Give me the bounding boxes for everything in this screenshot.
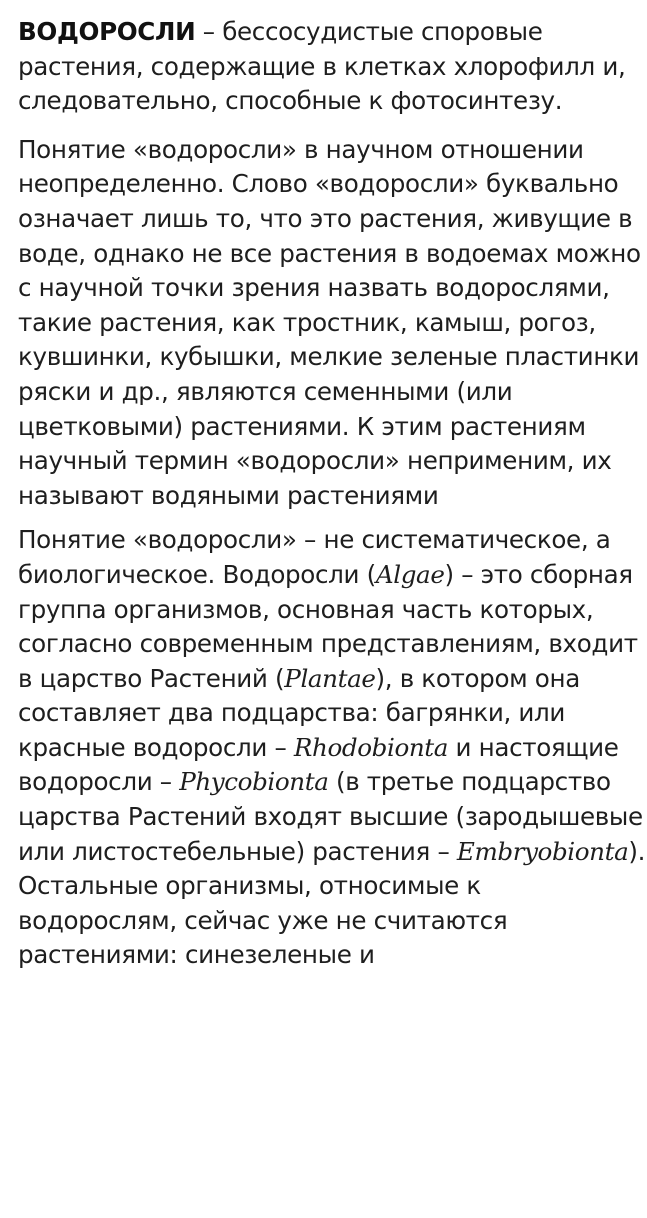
latin-term-algae: Algae (375, 559, 445, 589)
concept-text: Понятие «водоросли» в научном отношении неопределенно. Слово «водоросли» буквально означает лишь то, что это растения, живущие в воде, однако не все растения в водоемах можно с научной точки зрения назвать водорослями, такие растения, как тростник, камыш, рогоз, кувшинки, кубышки, мелкие зеленые пластинки ряски и др., являются семенными (или цветковыми) растениями. К этим растениям научный термин «водоросли» неприменим, их называют водяными растениями (18, 134, 641, 510)
classification-paragraph (18, 523, 646, 973)
concept-paragraph (18, 133, 646, 514)
article-body (18, 15, 646, 983)
classification-text-6: ). Остальные организмы, относимые к водорослям, сейчас уже не считаются растениями: синезеленые и (18, 836, 646, 970)
classification-text-3: ), в котором она составляет два подцарства: багрянки, или красные водоросли – (18, 663, 580, 762)
definition-text: – бессосудистые споровые растения, содержащие в клетках хлорофилл и, следовательно, способные к фотосинтезу. (18, 17, 626, 116)
definition-paragraph (18, 15, 646, 119)
latin-term-embryobionta: Embryobionta (456, 836, 629, 866)
latin-term-plantae: Plantae (284, 663, 376, 693)
classification-text-5: (в третье подцарство царства Растений входят высшие (зародышевые или листостебельные) растения – (18, 767, 643, 866)
latin-term-rhodobionta: Rhodobionta (293, 732, 449, 762)
term-heading: ВОДОРОСЛИ (18, 17, 196, 46)
classification-text-2: ) – это сборная группа организмов, основная часть которых, согласно современным представлениям, входит в царство Растений ( (18, 559, 638, 693)
latin-term-phycobionta: Phycobionta (179, 767, 329, 797)
classification-text-4: и настоящие водоросли – (18, 732, 619, 797)
classification-text-1: Понятие «водоросли» – не систематическое, а биологическое. Водоросли ( (18, 525, 611, 589)
